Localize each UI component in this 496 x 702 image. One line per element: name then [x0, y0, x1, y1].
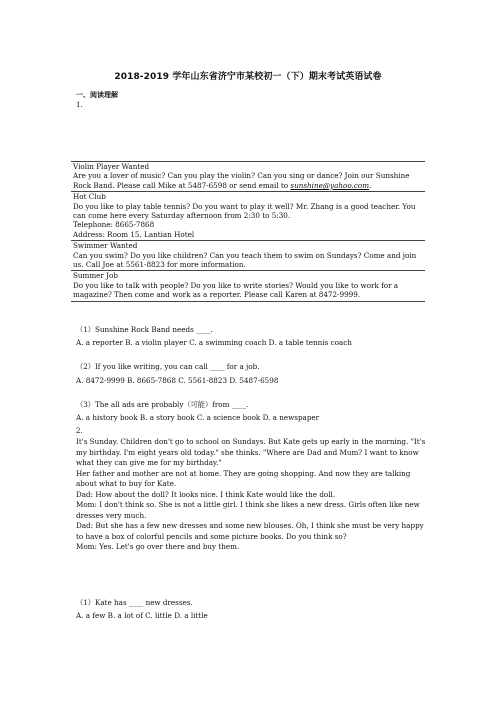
reading-passage	[76, 437, 428, 553]
question-1-1: （1）Sunshine Rock Band needs ____.	[76, 325, 213, 334]
options-1-2: A. 8472-9999 B. 8665-7868 C. 5561-8823 D. 5487-6598	[76, 376, 279, 385]
ad-heading: Summer Job	[73, 271, 118, 281]
passage-paragraph: Mom: Yes. Let's go over there and buy them.	[76, 542, 240, 551]
email-link[interactable]: sunshine@yahoo.com	[290, 180, 370, 190]
ad-address: Address: Room 15, Lantian Hotel	[73, 229, 195, 239]
page-title: 2018-2019 学年山东省济宁市某校初一（下）期末考试英语试卷	[114, 72, 382, 82]
ad-text: Do you like to play table tennis? Do you want to play it well? Mr. Zhang is a good teacher. You can come here every Saturday afternoon from 2:30 to 5:30.	[73, 201, 416, 221]
passage-paragraph: Dad: But she has a few new dresses and some new blouses. Oh, I think she must be very happy to have a box of colorful pencils and some picture books. Do you think so?	[76, 521, 424, 541]
ad-swimmer	[71, 241, 425, 271]
ads-table	[71, 161, 425, 302]
passage-paragraph: Mom: I don't think so. She is not a little girl. I think she likes a new dress. Girls often like new dresses very much.	[76, 500, 420, 520]
question-number-1: 1.	[76, 101, 83, 109]
ad-heading: Violin Player Wanted	[73, 162, 150, 171]
ad-phone: Telephone: 8665-7868	[73, 220, 155, 230]
ad-violin: Violin Player Wanted Are you a lover of music? Can you play the violin? Can you sing or dance? Join our Sunshine Rock Band. Please call Mike at 5487-6598 or send email to sunshine@yahoo.com.	[71, 162, 425, 192]
ad-text: Can you swim? Do you like children? Can you teach them to swim on Sundays? Come and join us. Call Joe at 5561-8823 for more information.	[73, 250, 417, 270]
ad-heading: Hot Club	[73, 192, 106, 202]
passage-paragraph: It's Sunday. Children don't go to school on Sundays. But Kate gets up early in the morning. "It's my birthday. I'm eight years old today." she thinks. "Where are Dad and Mum? I want to know what they can give me for my birthday."	[76, 437, 426, 467]
options-2-1: A. a few B. a lot of C. little D. a little	[76, 611, 208, 620]
passage-paragraph: Her father and mother are not at home. They are going shopping. And now they are talking about what to buy for Kate.	[76, 468, 411, 488]
question-number-2: 2.	[76, 427, 83, 435]
section-heading: 一、阅读理解	[76, 90, 118, 99]
question-1-3: （3）The all ads are probably（可能）from ____.	[76, 400, 249, 409]
ad-summer-job	[71, 271, 425, 301]
options-1-3: A. a history book B. a story book C. a science book D. a newspaper	[76, 413, 320, 422]
ad-text: Do you like to talk with people? Do you like to write stories? Would you like to work for a magazine? Then come and work as a reporter. Please call Karen at 8472-9999.	[73, 280, 399, 300]
passage-paragraph: Dad: How about the doll? It looks nice. I think Kate would like the doll.	[76, 489, 336, 499]
ad-text: Are you a lover of music? Can you play the violin? Can you sing or dance? Join our Sunshine Rock Band. Please call Mike at 5487-6598 or send email to	[73, 171, 410, 190]
ad-heading: Swimmer Wanted	[73, 241, 138, 251]
question-2-1: （1）Kate has ____ new dresses.	[76, 598, 193, 607]
question-1-2: （2）If you like writing, you can call ____ for a job.	[76, 362, 260, 371]
options-1-1: A. a reporter B. a violin player C. a swimming coach D. a table tennis coach	[76, 338, 352, 347]
ad-hot-club	[71, 192, 425, 241]
